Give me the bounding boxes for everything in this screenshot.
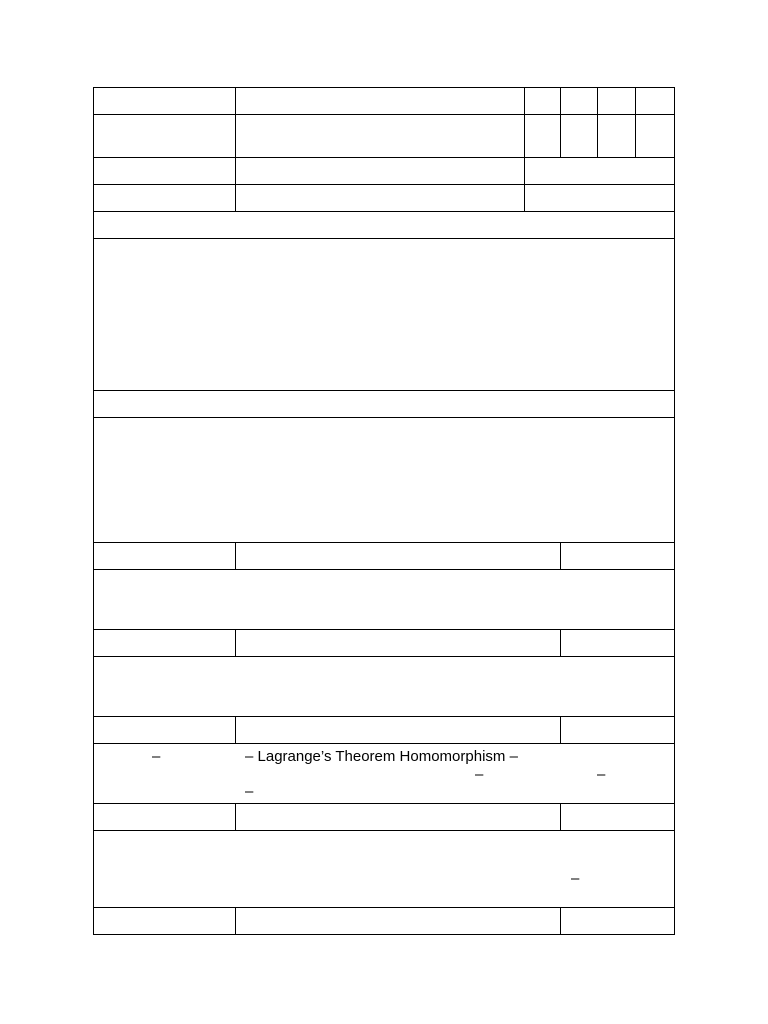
row-rule (93, 238, 675, 239)
column-rule (235, 907, 236, 935)
row-rule (93, 907, 675, 908)
column-rule (560, 87, 561, 158)
column-rule (560, 803, 561, 831)
table-border-bottom (93, 934, 675, 935)
table-border-left (93, 87, 94, 935)
column-rule (524, 87, 525, 211)
row-rule (93, 716, 675, 717)
unit-topics-dash-right: – (597, 766, 606, 783)
column-rule (560, 716, 561, 744)
row-rule (93, 211, 675, 212)
table-border-top (93, 87, 675, 88)
row-rule (93, 743, 675, 744)
row-rule (93, 656, 675, 657)
column-rule (235, 542, 236, 570)
content-dash: – (571, 870, 580, 887)
column-rule (635, 87, 636, 158)
row-rule (93, 417, 675, 418)
row-rule (93, 157, 675, 158)
column-rule (235, 716, 236, 744)
row-rule (93, 114, 675, 115)
row-rule (93, 830, 675, 831)
row-rule (93, 542, 675, 543)
column-rule (235, 629, 236, 657)
unit-topics-text: – Lagrange’s Theorem Homomorphism – (245, 748, 518, 765)
row-rule (93, 569, 675, 570)
column-rule (235, 87, 236, 211)
column-rule (560, 542, 561, 570)
row-rule (93, 629, 675, 630)
column-rule (597, 87, 598, 158)
unit-topics-dash-mid: – (475, 766, 484, 783)
unit-title-dash: – (152, 748, 161, 765)
row-rule (93, 390, 675, 391)
row-rule (93, 803, 675, 804)
column-rule (560, 629, 561, 657)
column-rule (235, 803, 236, 831)
row-rule (93, 184, 675, 185)
table-border-right (674, 87, 675, 935)
column-rule (560, 907, 561, 935)
unit-topics-dash-line3: – (245, 783, 254, 800)
